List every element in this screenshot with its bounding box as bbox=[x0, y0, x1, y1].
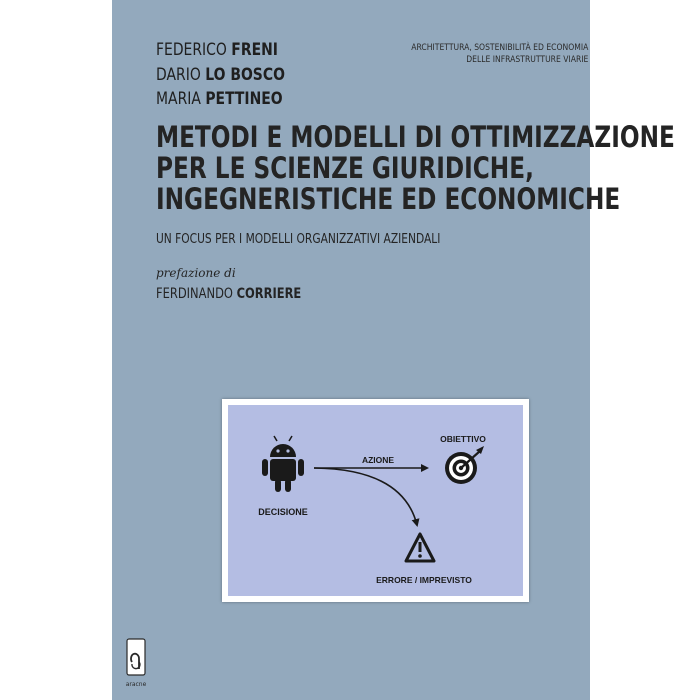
author-2: DARIO LO BOSCO bbox=[156, 64, 285, 85]
book-subtitle: UN FOCUS PER I MODELLI ORGANIZZATIVI AZIENDALI bbox=[156, 232, 441, 247]
warning-icon bbox=[406, 534, 434, 561]
author-1: FEDERICO FRENI bbox=[156, 40, 278, 60]
decision-diagram bbox=[228, 405, 523, 596]
book-title: METODI E MODELLI DI OTTIMIZZAZIONE PER LE SCIENZE GIURIDICHE, INGEGNERISTICHE ED ECONOMICHE bbox=[156, 120, 675, 216]
goal-label: OBIETTIVO bbox=[440, 434, 486, 444]
error-arrow bbox=[314, 468, 417, 525]
preface-author: FERDINANDO CORRIERE bbox=[156, 286, 302, 302]
author-3: MARIA PETTINEO bbox=[156, 89, 283, 109]
decision-label: DECISIONE bbox=[258, 507, 308, 517]
series-name: ARCHITETTURA, SOSTENIBILITÀ ED ECONOMIA DELLE INFRASTRUTTURE VIARIE bbox=[410, 43, 588, 65]
target-icon bbox=[445, 446, 484, 484]
error-label: ERRORE / IMPREVISTO bbox=[376, 575, 472, 585]
action-label: AZIONE bbox=[361, 455, 395, 465]
author-list bbox=[156, 38, 285, 112]
preface-label: prefazione di bbox=[156, 266, 236, 280]
android-robot-icon bbox=[262, 436, 304, 492]
publisher-name: aracne bbox=[126, 681, 146, 688]
cover-figure-frame bbox=[222, 399, 529, 602]
publisher-logo bbox=[126, 638, 146, 690]
